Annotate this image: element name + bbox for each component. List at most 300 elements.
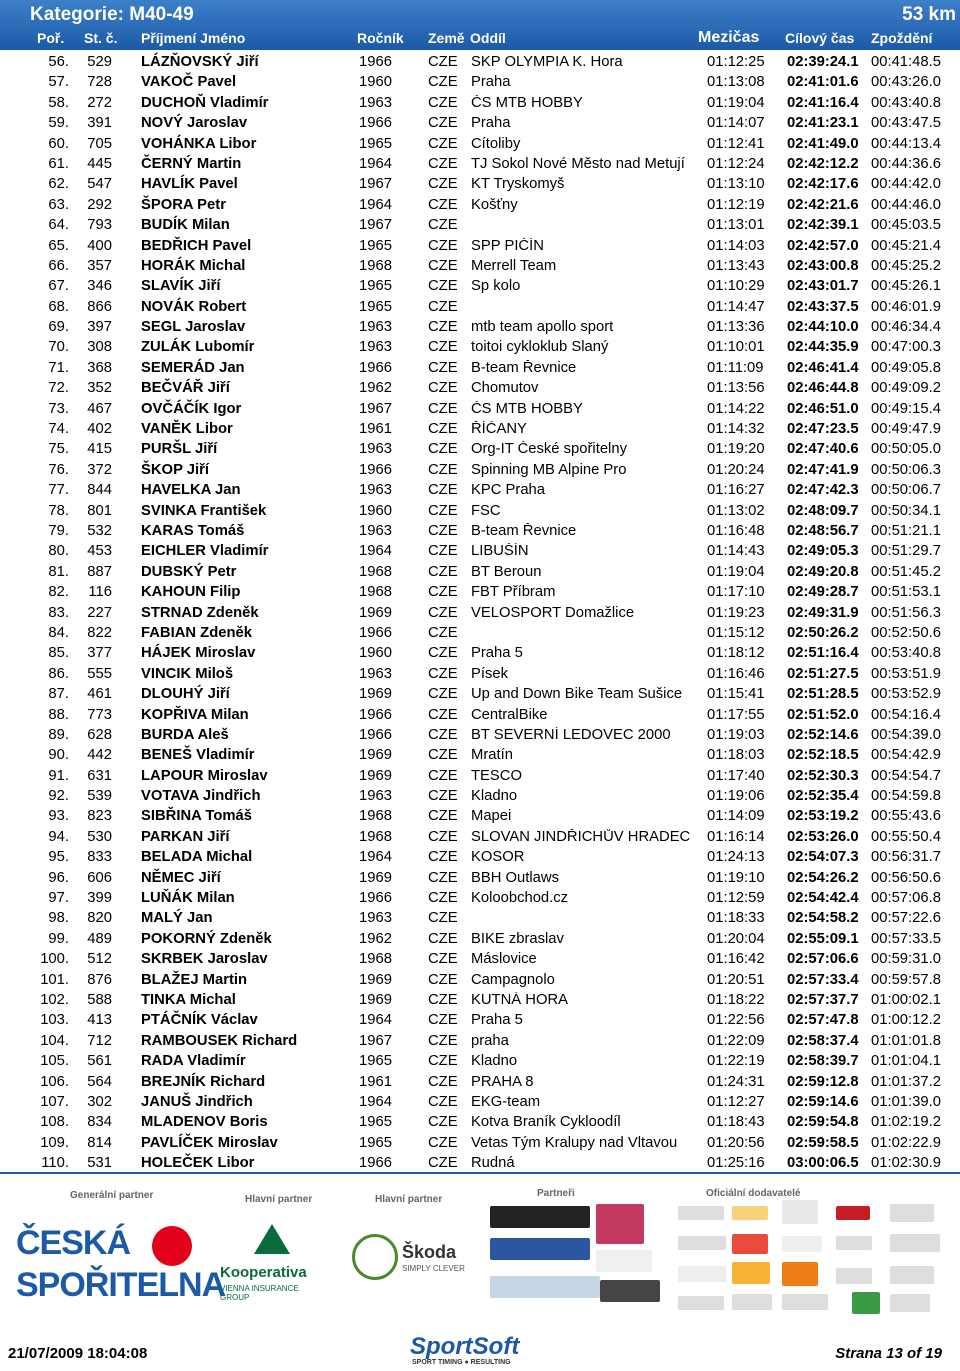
cell-time-gap: 00:51:56.3 [871, 604, 941, 621]
cell-birth-year: 1968 [359, 828, 392, 845]
cell-split-time: 01:12:41 [707, 135, 765, 152]
cell-position: 82. [48, 584, 69, 601]
cell-country: CZE [428, 278, 458, 295]
cell-birth-year: 1969 [359, 767, 392, 784]
cell-start-number: 352 [87, 380, 112, 397]
cell-birth-year: 1963 [359, 339, 392, 356]
partner-logo [890, 1234, 940, 1252]
cell-country: CZE [428, 135, 458, 152]
cell-position: 58. [48, 94, 69, 111]
category-title: Kategorie: M40-49 [30, 4, 194, 25]
cell-club: Campagnolo [471, 971, 555, 988]
cell-split-time: 01:19:23 [707, 604, 765, 621]
partner-logo [490, 1238, 590, 1260]
cell-split-time: 01:16:48 [707, 522, 765, 539]
cell-country: CZE [428, 645, 458, 662]
cell-time-gap: 00:50:05.0 [871, 441, 941, 458]
cell-country: CZE [428, 563, 458, 580]
cell-split-time: 01:15:12 [707, 624, 765, 641]
cell-club: B-team Řevnice [471, 359, 577, 376]
cell-club: TJ Sokol Nové Město nad Metují [471, 155, 685, 172]
cell-position: 91. [48, 767, 69, 784]
table-row [0, 135, 960, 155]
cell-finish-time: 02:44:10.0 [787, 319, 859, 336]
cell-club: Praha 5 [471, 1012, 523, 1029]
cell-athlete-name: ŠKOP Jiří [141, 461, 209, 478]
cell-position: 68. [48, 298, 69, 315]
cell-time-gap: 00:57:22.6 [871, 910, 941, 927]
cell-club: FSC [471, 502, 501, 519]
page-number: Strana 13 of 19 [835, 1345, 942, 1362]
cell-split-time: 01:13:01 [707, 217, 765, 234]
cell-country: CZE [428, 808, 458, 825]
cell-finish-time: 02:42:57.0 [787, 237, 859, 254]
table-row [0, 930, 960, 950]
cell-start-number: 561 [87, 1053, 112, 1070]
cell-finish-time: 02:59:14.6 [787, 1093, 859, 1110]
cell-athlete-name: MALÝ Jan [141, 910, 213, 927]
cell-split-time: 01:12:24 [707, 155, 765, 172]
table-row [0, 644, 960, 664]
cell-club: CentralBike [471, 706, 548, 723]
cell-time-gap: 01:01:37.2 [871, 1073, 941, 1090]
cell-club: Mapei [471, 808, 512, 825]
cell-start-number: 402 [87, 421, 112, 438]
col-split: Mezičas [698, 29, 760, 46]
ceska-sporitelna-logo [12, 1222, 226, 1316]
cell-athlete-name: VOHÁNKA Libor [141, 135, 257, 152]
cell-position: 104. [40, 1032, 69, 1049]
cell-position: 70. [48, 339, 69, 356]
cell-time-gap: 00:51:53.1 [871, 584, 941, 601]
print-datetime: 21/07/2009 18:04:08 [8, 1345, 148, 1362]
col-name: Příjmení Jméno [141, 30, 246, 46]
cell-country: CZE [428, 319, 458, 336]
cell-position: 80. [48, 543, 69, 560]
results-header [0, 0, 960, 50]
cell-start-number: 453 [87, 543, 112, 560]
kooperativa-name: Kooperativa [220, 1264, 307, 1281]
cell-athlete-name: NĚMEC Jiří [141, 869, 221, 886]
official-suppliers-label: Oficiální dodavatelé [706, 1188, 801, 1199]
cell-start-number: 833 [87, 849, 112, 866]
cell-country: CZE [428, 767, 458, 784]
cell-start-number: 413 [87, 1012, 112, 1029]
cell-club: KT Tryskomyš [471, 176, 565, 193]
cell-time-gap: 00:54:42.9 [871, 747, 941, 764]
cell-split-time: 01:14:09 [707, 808, 765, 825]
cell-time-gap: 01:00:12.2 [871, 1012, 941, 1029]
partner-logo [732, 1206, 768, 1220]
cell-athlete-name: RADA Vladimír [141, 1053, 246, 1070]
cell-club: FBT Příbram [471, 584, 556, 601]
cell-finish-time: 02:47:23.5 [787, 421, 859, 438]
cell-split-time: 01:13:43 [707, 257, 765, 274]
cell-position: 85. [48, 645, 69, 662]
cell-athlete-name: LÁZŇOVSKÝ Jiří [141, 54, 259, 70]
cell-time-gap: 00:59:31.0 [871, 951, 941, 968]
cell-athlete-name: SLAVÍK Jiří [141, 278, 221, 295]
cell-start-number: 391 [87, 115, 112, 132]
cell-country: CZE [428, 951, 458, 968]
cell-position: 60. [48, 135, 69, 152]
cell-athlete-name: BEDŘICH Pavel [141, 237, 252, 254]
cell-position: 110. [41, 1155, 69, 1172]
table-row [0, 94, 960, 114]
cell-position: 75. [48, 441, 69, 458]
cell-start-number: 445 [87, 155, 112, 172]
cell-club: Máslovice [471, 951, 537, 968]
cell-position: 107. [40, 1093, 69, 1110]
cell-finish-time: 02:43:37.5 [787, 298, 859, 315]
table-row [0, 318, 960, 338]
cell-split-time: 01:14:32 [707, 421, 765, 438]
cell-birth-year: 1965 [359, 278, 392, 295]
cell-position: 96. [48, 869, 69, 886]
cell-position: 95. [48, 849, 69, 866]
cell-country: CZE [428, 380, 458, 397]
cell-birth-year: 1966 [359, 115, 392, 132]
cell-birth-year: 1962 [359, 380, 392, 397]
cell-country: CZE [428, 971, 458, 988]
cell-finish-time: 02:53:26.0 [787, 828, 859, 845]
cell-birth-year: 1966 [359, 54, 392, 70]
cell-birth-year: 1964 [359, 543, 392, 560]
cell-start-number: 712 [87, 1032, 112, 1049]
cell-split-time: 01:18:03 [707, 747, 765, 764]
table-row [0, 746, 960, 766]
cell-country: CZE [428, 176, 458, 193]
cell-position: 56. [48, 54, 69, 70]
partner-logo [600, 1280, 660, 1302]
cell-split-time: 01:19:04 [707, 94, 765, 111]
partner-logo [678, 1236, 726, 1250]
cell-athlete-name: BEČVÁŘ Jiří [141, 380, 230, 397]
cell-time-gap: 00:54:39.0 [871, 726, 941, 743]
cell-country: CZE [428, 421, 458, 438]
table-row [0, 604, 960, 624]
cell-start-number: 467 [87, 400, 112, 417]
cell-club: Kladno [471, 788, 518, 805]
cell-country: CZE [428, 828, 458, 845]
cell-split-time: 01:20:56 [707, 1134, 765, 1151]
cell-finish-time: 02:52:35.4 [787, 788, 859, 805]
cell-start-number: 399 [87, 890, 112, 907]
table-row [0, 1134, 960, 1154]
cell-start-number: 887 [87, 563, 112, 580]
partner-logo [596, 1204, 644, 1244]
cell-birth-year: 1967 [359, 1032, 392, 1049]
cell-start-number: 415 [87, 441, 112, 458]
cell-position: 102. [40, 991, 69, 1008]
cell-athlete-name: PTÁČNÍK Václav [141, 1012, 258, 1029]
cell-country: CZE [428, 1134, 458, 1151]
cell-country: CZE [428, 706, 458, 723]
cell-club: Cítoliby [471, 135, 521, 152]
cell-birth-year: 1963 [359, 665, 392, 682]
cell-split-time: 01:17:40 [707, 767, 765, 784]
cell-time-gap: 00:55:43.6 [871, 808, 941, 825]
cell-country: CZE [428, 257, 458, 274]
cell-position: 72. [48, 380, 69, 397]
col-country: Země [428, 30, 465, 46]
cell-start-number: 606 [87, 869, 112, 886]
table-row [0, 461, 960, 481]
cell-split-time: 01:19:10 [707, 869, 765, 886]
cell-birth-year: 1964 [359, 1012, 392, 1029]
cell-start-number: 844 [87, 482, 112, 499]
col-gap: Zpoždění [871, 30, 933, 46]
cell-athlete-name: HORÁK Michal [141, 257, 246, 274]
cell-split-time: 01:12:59 [707, 890, 765, 907]
cell-birth-year: 1967 [359, 400, 392, 417]
cell-split-time: 01:16:27 [707, 482, 765, 499]
cell-time-gap: 00:49:09.2 [871, 380, 941, 397]
cell-country: CZE [428, 849, 458, 866]
cell-birth-year: 1968 [359, 951, 392, 968]
cell-birth-year: 1965 [359, 298, 392, 315]
cell-time-gap: 00:50:06.7 [871, 482, 941, 499]
cell-time-gap: 00:53:52.9 [871, 686, 941, 703]
table-row [0, 298, 960, 318]
skoda-logo [352, 1228, 472, 1298]
cell-split-time: 01:12:27 [707, 1093, 765, 1110]
cell-club: LIBUŠÍN [471, 543, 529, 560]
cell-birth-year: 1966 [359, 890, 392, 907]
cell-country: CZE [428, 298, 458, 315]
cell-time-gap: 00:54:59.8 [871, 788, 941, 805]
cell-finish-time: 02:41:16.4 [787, 94, 859, 111]
col-club: Oddíl [470, 30, 506, 46]
table-row [0, 379, 960, 399]
cell-club: KUTNÁ HORA [471, 991, 569, 1008]
cell-finish-time: 02:52:14.6 [787, 726, 859, 743]
cell-split-time: 01:19:04 [707, 563, 765, 580]
cell-time-gap: 00:54:16.4 [871, 706, 941, 723]
cell-finish-time: 02:51:28.5 [787, 686, 859, 703]
cell-club: Chomutov [471, 380, 539, 397]
partner-logo [596, 1250, 652, 1272]
cell-time-gap: 00:52:50.6 [871, 624, 941, 641]
cell-athlete-name: DLOUHÝ Jiří [141, 686, 230, 703]
cell-birth-year: 1960 [359, 645, 392, 662]
cell-finish-time: 02:58:37.4 [787, 1032, 859, 1049]
cell-position: 63. [48, 196, 69, 213]
cell-country: CZE [428, 217, 458, 234]
cell-club: EKG-team [471, 1093, 541, 1110]
cell-birth-year: 1964 [359, 155, 392, 172]
table-row [0, 726, 960, 746]
cell-birth-year: 1963 [359, 482, 392, 499]
cell-start-number: 442 [87, 747, 112, 764]
cell-athlete-name: BUDÍK Milan [141, 217, 230, 234]
cell-athlete-name: PAVLÍČEK Miroslav [141, 1134, 278, 1151]
table-row [0, 848, 960, 868]
cell-finish-time: 02:41:01.6 [787, 74, 859, 91]
cell-birth-year: 1967 [359, 176, 392, 193]
cell-athlete-name: VANĚK Libor [141, 421, 233, 438]
cell-time-gap: 00:46:34.4 [871, 319, 941, 336]
table-row [0, 542, 960, 562]
cell-birth-year: 1966 [359, 1155, 392, 1172]
cell-split-time: 01:14:47 [707, 298, 765, 315]
cell-club: praha [471, 1032, 509, 1049]
table-row [0, 1073, 960, 1093]
cell-club: KOSOR [471, 849, 525, 866]
cell-athlete-name: SEMERÁD Jan [141, 359, 245, 376]
cell-country: CZE [428, 624, 458, 641]
cell-finish-time: 02:46:41.4 [787, 359, 859, 376]
cell-finish-time: 02:48:09.7 [787, 502, 859, 519]
cell-country: CZE [428, 1012, 458, 1029]
cell-birth-year: 1968 [359, 257, 392, 274]
cell-finish-time: 02:59:54.8 [787, 1114, 859, 1131]
cell-club: Praha [471, 115, 511, 132]
sportsoft-logo [410, 1333, 550, 1369]
partner-logo [678, 1206, 724, 1220]
cell-birth-year: 1960 [359, 502, 392, 519]
cell-split-time: 01:16:14 [707, 828, 765, 845]
partner-logo [732, 1234, 768, 1254]
cell-finish-time: 02:43:01.7 [787, 278, 859, 295]
table-row [0, 155, 960, 175]
cell-position: 87. [48, 686, 69, 703]
sportsoft-tagline: SPORT TIMING ● RESULTING [412, 1359, 511, 1366]
table-row [0, 114, 960, 134]
cell-finish-time: 02:59:12.8 [787, 1073, 859, 1090]
cell-time-gap: 00:45:25.2 [871, 257, 941, 274]
cell-split-time: 01:18:12 [707, 645, 765, 662]
cell-country: CZE [428, 869, 458, 886]
cell-country: CZE [428, 115, 458, 132]
cell-finish-time: 02:47:40.6 [787, 441, 859, 458]
cell-position: 79. [48, 522, 69, 539]
cell-club: Mratín [471, 747, 513, 764]
cell-athlete-name: BURDA Aleš [141, 726, 229, 743]
table-row [0, 440, 960, 460]
table-row [0, 563, 960, 583]
cell-country: CZE [428, 1073, 458, 1090]
cell-finish-time: 02:50:26.2 [787, 624, 859, 641]
cell-split-time: 01:13:36 [707, 319, 765, 336]
cell-split-time: 01:22:19 [707, 1053, 765, 1070]
table-row [0, 950, 960, 970]
cell-birth-year: 1965 [359, 135, 392, 152]
table-row [0, 502, 960, 522]
cell-athlete-name: SIBŘINA Tomáš [141, 808, 252, 825]
cell-club: BT SEVERNÍ LEDOVEC 2000 [471, 726, 671, 743]
cell-start-number: 397 [87, 319, 112, 336]
cell-athlete-name: BREJNÍK Richard [141, 1073, 266, 1090]
table-row [0, 420, 960, 440]
cell-position: 65. [48, 237, 69, 254]
cell-country: CZE [428, 359, 458, 376]
skoda-emblem-icon [352, 1234, 398, 1280]
table-row [0, 991, 960, 1011]
cell-club: ŘÍČANY [471, 421, 527, 438]
partner-logo [836, 1236, 872, 1250]
cell-club: Kotva Braník Cykloodíl [471, 1114, 621, 1131]
cell-athlete-name: ZULÁK Lubomír [141, 339, 255, 356]
cell-start-number: 555 [87, 665, 112, 682]
cell-start-number: 400 [87, 237, 112, 254]
cell-finish-time: 03:00:06.5 [787, 1155, 859, 1172]
cell-athlete-name: OVČÁČÍK Igor [141, 400, 242, 417]
cell-finish-time: 02:51:52.0 [787, 706, 859, 723]
cell-country: CZE [428, 584, 458, 601]
cell-finish-time: 02:42:12.2 [787, 155, 859, 172]
cell-start-number: 531 [87, 1155, 112, 1172]
cell-position: 73. [48, 400, 69, 417]
cell-split-time: 01:17:10 [707, 584, 765, 601]
cell-athlete-name: VOTAVA Jindřich [141, 788, 261, 805]
cell-start-number: 489 [87, 930, 112, 947]
cell-country: CZE [428, 991, 458, 1008]
cell-time-gap: 00:50:34.1 [871, 502, 941, 519]
partner-logo [490, 1206, 590, 1228]
cell-birth-year: 1969 [359, 747, 392, 764]
cell-finish-time: 02:41:49.0 [787, 135, 859, 152]
cell-split-time: 01:19:03 [707, 726, 765, 743]
cell-time-gap: 00:41:48.5 [871, 54, 941, 70]
ceska-sporitelna-line1: ČESKÁ [16, 1224, 131, 1262]
cell-finish-time: 02:47:42.3 [787, 482, 859, 499]
cell-split-time: 01:18:43 [707, 1114, 765, 1131]
table-row [0, 1113, 960, 1133]
cell-start-number: 588 [87, 991, 112, 1008]
cell-athlete-name: KOPŘIVA Milan [141, 706, 249, 723]
table-row [0, 706, 960, 726]
cell-start-number: 377 [87, 645, 112, 662]
cell-split-time: 01:25:16 [707, 1155, 765, 1172]
cell-start-number: 823 [87, 808, 112, 825]
cell-start-number: 512 [87, 951, 112, 968]
cell-finish-time: 02:42:17.6 [787, 176, 859, 193]
cell-start-number: 628 [87, 726, 112, 743]
cell-club: Praha [471, 74, 511, 91]
partner-logo [890, 1204, 934, 1222]
cell-club: toitoi cykloklub Slaný [471, 339, 609, 356]
table-row [0, 481, 960, 501]
main-partner2-label: Hlavní partner [375, 1194, 443, 1205]
footer-rule [0, 1172, 960, 1174]
cell-split-time: 01:16:46 [707, 665, 765, 682]
cell-start-number: 631 [87, 767, 112, 784]
cell-position: 67. [48, 278, 69, 295]
table-row [0, 400, 960, 420]
cell-finish-time: 02:44:35.9 [787, 339, 859, 356]
cell-time-gap: 00:57:06.8 [871, 890, 941, 907]
cell-time-gap: 01:01:39.0 [871, 1093, 941, 1110]
cell-athlete-name: RAMBOUSEK Richard [141, 1032, 298, 1049]
cell-position: 66. [48, 257, 69, 274]
cell-country: CZE [428, 94, 458, 111]
cell-birth-year: 1966 [359, 726, 392, 743]
table-row [0, 53, 960, 73]
table-row [0, 1093, 960, 1113]
cell-position: 59. [48, 115, 69, 132]
cell-finish-time: 02:57:33.4 [787, 971, 859, 988]
cell-position: 105. [40, 1053, 69, 1070]
cell-time-gap: 00:49:05.8 [871, 359, 941, 376]
cell-country: CZE [428, 890, 458, 907]
cell-club: Kladno [471, 1053, 518, 1070]
cell-country: CZE [428, 400, 458, 417]
cell-start-number: 461 [87, 686, 112, 703]
cell-start-number: 773 [87, 706, 112, 723]
cell-athlete-name: SEGL Jaroslav [141, 319, 246, 336]
cell-finish-time: 02:57:06.6 [787, 951, 859, 968]
